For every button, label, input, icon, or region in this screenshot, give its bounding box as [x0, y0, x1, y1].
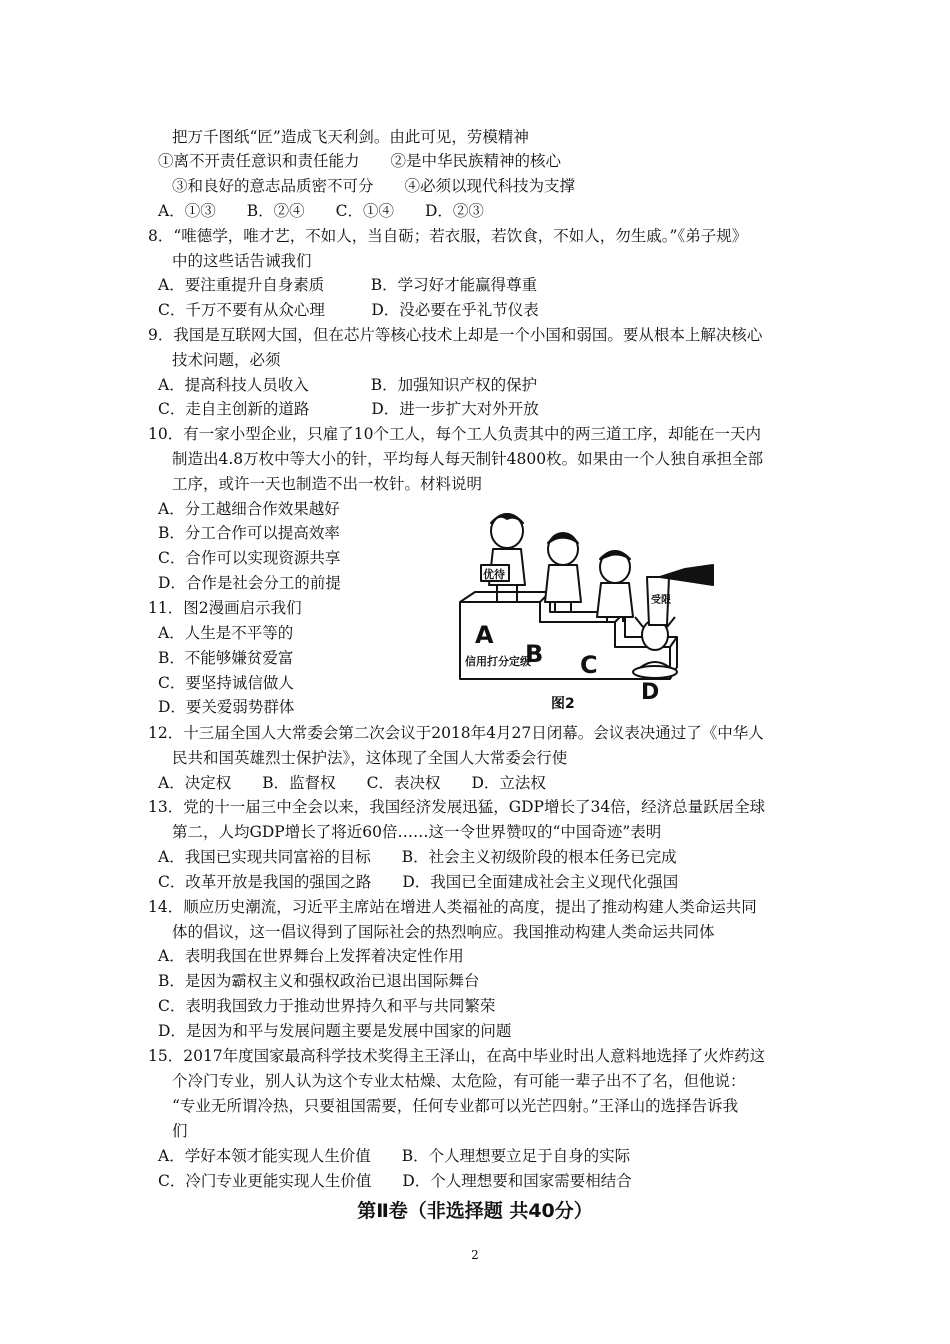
text-line: 制造出4.8万枚中等大小的针，平均每人每天制针4800枚。如果由一个人独自承担全部	[172, 450, 764, 468]
credit-cartoon-figure	[455, 507, 715, 717]
answer-options: A．决定权 B．监督权 C．表决权 D．立法权	[158, 774, 546, 792]
person-c	[597, 551, 633, 622]
answer-option: C．要坚持诚信做人	[158, 674, 294, 692]
question-10: 10．有一家小型企业，只雇了10个工人，每个工人负责其中的两三道工序，却能在一天内	[148, 425, 761, 443]
answer-option: D．是因为和平与发展问题主要是发展中国家的问题	[158, 1022, 512, 1040]
page-number: 2	[471, 1248, 479, 1262]
text-line: 第二，人均GDP增长了将近60倍……这一令世界赞叹的“中国奇迹”表明	[172, 823, 662, 841]
restriction-tag-label: 受限	[651, 595, 671, 606]
person-a	[489, 514, 525, 602]
text-line: 们	[172, 1122, 188, 1140]
answer-option: A．分工越细合作效果越好	[158, 500, 340, 518]
question-13: 13．党的十一届三中全会以来，我国经济发展迅猛，GDP增长了34倍，经济总量跃居全球	[148, 798, 766, 816]
answer-options: C．千万不要有从众心理 D．没必要在乎礼节仪表	[158, 301, 539, 319]
step-caption: 信用打分定级	[465, 655, 531, 668]
text-line: 体的倡议，这一倡议得到了国际社会的热烈响应。我国推动构建人类命运共同体	[172, 923, 715, 941]
answer-options: A．①③ B．②④ C．①④ D．②③	[158, 202, 484, 220]
answer-options: A．要注重提升自身素质 B．学习好才能赢得尊重	[158, 276, 538, 294]
privilege-sign-label: 优待	[483, 568, 505, 581]
answer-options: A．提高科技人员收入 B．加强知识产权的保护	[158, 376, 538, 394]
text-line: 技术问题，必须	[172, 351, 281, 369]
answer-option: B．是因为霸权主义和强权政治已退出国际舞台	[158, 972, 480, 990]
step-label-a: A	[475, 621, 494, 649]
question-12: 12．十三届全国人大常委会第二次会议于2018年4月27日闭幕。会议表决通过了《中华人	[148, 724, 764, 742]
text-line: 把万千图纸“匠”造成飞天利剑。由此可见，劳模精神	[172, 128, 529, 146]
text-line: 个冷门专业，别人认为这个专业太枯燥、太危险，有可能一辈子出不了名，但他说：	[172, 1072, 746, 1090]
text-line: ③和良好的意志品质密不可分 ④必须以现代科技为支撑	[172, 177, 576, 195]
answer-option: A．人生是不平等的	[158, 624, 294, 642]
question-14: 14．顺应历史潮流，习近平主席站在增进人类福祉的高度，提出了推动构建人类命运共同	[148, 898, 757, 916]
text-line: 中的这些话告诫我们	[172, 252, 312, 270]
answer-option: D．合作是社会分工的前提	[158, 574, 341, 592]
answer-option: B．不能够嫌贫爱富	[158, 649, 294, 667]
step-label-d: D	[641, 680, 660, 705]
answer-options: A．学好本领才能实现人生价值 B．个人理想要立足于自身的实际	[158, 1147, 631, 1165]
answer-options: C．改革开放是我国的强国之路 D．我国已全面建成社会主义现代化强国	[158, 873, 679, 891]
text-line: 民共和国英雄烈士保护法》，这体现了全国人大常委会行使	[172, 749, 568, 767]
answer-option: C．表明我国致力于推动世界持久和平与共同繁荣	[158, 997, 496, 1015]
text-line: ①离不开责任意识和责任能力 ②是中华民族精神的核心	[158, 152, 562, 170]
answer-options: C．冷门专业更能实现人生价值 D．个人理想要和国家需要相结合	[158, 1172, 632, 1190]
answer-option: A．表明我国在世界舞台上发挥着决定性作用	[158, 947, 464, 965]
answer-options: A．我国已实现共同富裕的目标 B．社会主义初级阶段的根本任务已完成	[158, 848, 677, 866]
answer-option: B．分工合作可以提高效率	[158, 524, 340, 542]
text-line: “专业无所谓冷热，只要祖国需要，任何专业都可以光芒四射。”王泽山的选择告诉我	[172, 1097, 739, 1115]
question-11: 11．图2漫画启示我们	[148, 599, 302, 617]
answer-option: D．要关爱弱势群体	[158, 698, 295, 716]
figure-caption: 图2	[551, 696, 575, 712]
question-9: 9．我国是互联网大国，但在芯片等核心技术上却是一个小国和弱国。要从根本上解决核心	[148, 326, 763, 344]
answer-options: C．走自主创新的道路 D．进一步扩大对外开放	[158, 400, 539, 418]
section-title: 第Ⅱ卷（非选择题 共40分）	[357, 1200, 593, 1222]
question-8: 8．“唯德学，唯才艺，不如人，当自砺；若衣服，若饮食，不如人，勿生戚。”《弟子规》	[148, 227, 748, 245]
person-b	[545, 533, 581, 612]
step-label-b: B	[525, 640, 544, 668]
question-15: 15．2017年度国家最高科学技术奖得主王泽山，在高中毕业时出人意料地选择了火炸药这	[148, 1047, 766, 1065]
text-line: 工序，或许一天也制造不出一枚针。材料说明	[172, 475, 483, 493]
step-label-c: C	[580, 651, 598, 679]
answer-option: C．合作可以实现资源共享	[158, 549, 341, 567]
